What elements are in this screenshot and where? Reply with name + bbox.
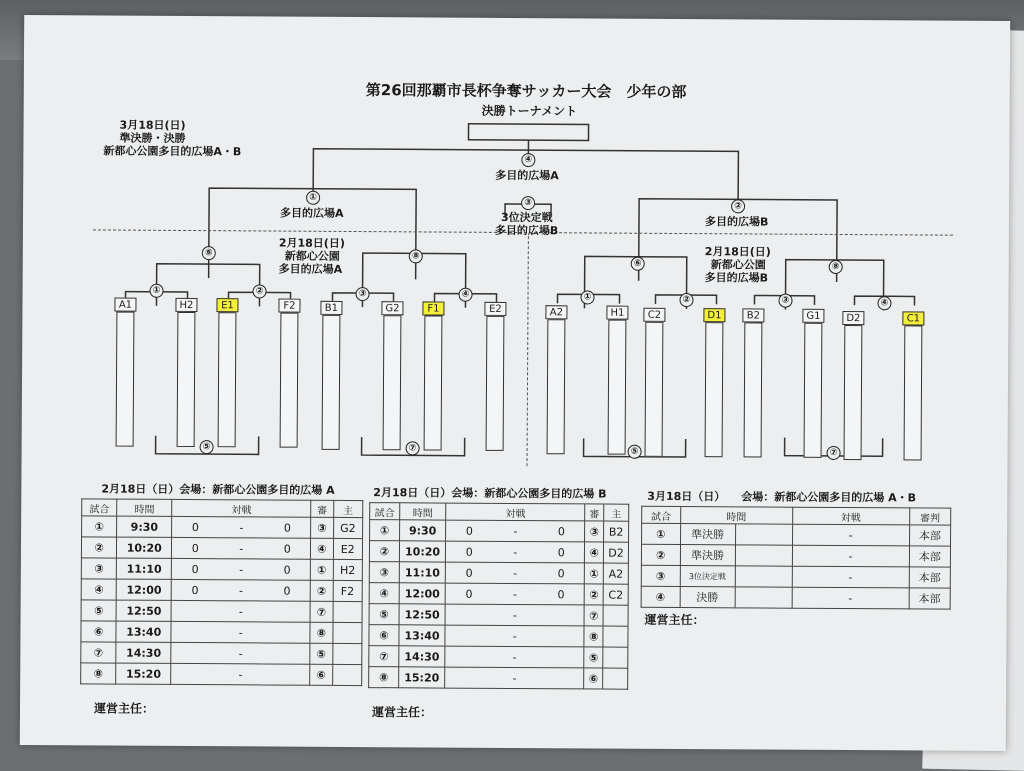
left-qf-number-2: ⑧ — [409, 249, 423, 263]
left-qf-number-1: ⑥ — [202, 246, 216, 260]
team-label: F2 — [278, 299, 300, 313]
match-number: ⑥ — [81, 621, 116, 642]
score-left — [171, 642, 218, 663]
referee-match: ④ — [311, 538, 333, 559]
main-referee-team — [603, 605, 628, 626]
score-right — [537, 668, 584, 689]
left-venue2: 多目的広場A — [279, 264, 343, 275]
left-r1-number-1: ① — [150, 284, 164, 298]
referee-match: ⑦ — [310, 601, 332, 622]
referee-match: ⑤ — [310, 643, 332, 664]
table-b-heading: 2月18日（日）会場：新都心公園多目的広場 B — [373, 487, 606, 499]
match-time: 10:20 — [117, 537, 172, 558]
match-number: ⑤ — [81, 600, 116, 621]
table-a-heading: 2月18日（日）会場：新都心公園多目的広場 A — [101, 483, 334, 495]
score-separator: - — [218, 580, 264, 601]
schedule-table-a — [80, 498, 363, 686]
score-left: 0 — [172, 558, 219, 579]
main-referee-team: D2 — [604, 542, 629, 563]
match-up: - — [792, 566, 909, 588]
table-row — [82, 516, 363, 539]
referee-match: ① — [311, 559, 333, 580]
referee-match: ③ — [585, 521, 604, 542]
score-right — [264, 643, 311, 664]
col-match: 試合 — [370, 503, 400, 520]
score-separator: - — [491, 667, 537, 688]
col-ref: 審 — [311, 500, 333, 517]
left-r1-number-4: ④ — [458, 288, 472, 302]
score-left — [445, 625, 492, 646]
team-label: H1 — [606, 306, 628, 320]
match-number: ⑤ — [369, 604, 399, 625]
score-left — [445, 646, 492, 667]
team-label: C2 — [643, 308, 665, 322]
referee-match: ③ — [311, 517, 333, 538]
referee-match: ④ — [585, 542, 604, 563]
col-time: 時間 — [117, 499, 172, 516]
match-time — [735, 545, 792, 566]
right-r1-number-4: ④ — [877, 296, 891, 310]
table-row — [81, 600, 362, 623]
match-time: 13:40 — [399, 625, 446, 646]
score-separator: - — [492, 562, 538, 583]
match-time — [735, 566, 792, 587]
match-time: 14:30 — [116, 642, 171, 663]
match-time: 11:10 — [399, 562, 446, 583]
match-number: ② — [81, 537, 116, 558]
match-number: ⑧ — [369, 667, 399, 688]
score-left: 0 — [172, 516, 219, 537]
team-label: H2 — [175, 298, 197, 312]
team-slot — [424, 315, 443, 450]
right-qf-number-2: ⑧ — [829, 260, 843, 274]
main-referee-team: H2 — [333, 559, 363, 580]
col-match-up: 対戦 — [446, 503, 585, 521]
main-referee-team — [332, 622, 362, 643]
main-referee-team — [332, 664, 362, 685]
match-time: 15:20 — [398, 667, 445, 688]
main-referee-team — [603, 626, 628, 647]
col-main: 主 — [333, 500, 363, 517]
referee: 本部 — [909, 567, 951, 588]
team-slot — [705, 322, 724, 457]
score-separator: - — [492, 520, 538, 541]
score-left — [171, 600, 218, 621]
score-separator: - — [218, 538, 264, 559]
col-time: 時間 — [400, 503, 447, 520]
score-separator: - — [218, 601, 264, 622]
table-row — [641, 544, 950, 567]
score-separator: - — [217, 664, 263, 685]
left-r1-number-3: ③ — [355, 287, 369, 301]
score-right — [263, 664, 310, 685]
third-place-venue: 多目的広場B — [495, 225, 558, 236]
col-match-up: 対戦 — [792, 507, 909, 525]
score-left: 0 — [446, 541, 493, 562]
referee-match: ⑦ — [584, 605, 603, 626]
right-consolation-number-2: ⑦ — [827, 446, 841, 460]
match-time: 14:30 — [399, 646, 446, 667]
score-left — [171, 621, 218, 642]
team-slot — [486, 316, 505, 451]
semi-a-number: ① — [306, 191, 320, 205]
score-left: 0 — [172, 537, 219, 558]
score-right: 0 — [538, 584, 585, 605]
score-right — [264, 622, 311, 643]
right-day: 2月18日(日) — [705, 246, 771, 257]
col-match-up: 対戦 — [172, 499, 311, 517]
team-slot — [177, 312, 196, 447]
main-referee-team: B2 — [604, 521, 629, 542]
table-a-signature: 運営主任： — [94, 699, 154, 716]
match-time: 12:50 — [399, 604, 446, 625]
col-ref: 審判 — [909, 508, 951, 525]
referee: 本部 — [909, 588, 951, 609]
document-title: 第26回那覇市長杯争奪サッカー大会 少年の部 — [366, 83, 687, 100]
score-separator: - — [492, 646, 538, 667]
match-number: ① — [82, 516, 117, 537]
match-number: ③ — [81, 558, 116, 579]
third-place-label: 3位決定戦 — [501, 212, 553, 223]
team-slot — [744, 322, 763, 457]
tournament-sheet — [20, 15, 1010, 751]
right-consolation-number-1: ⑤ — [628, 445, 642, 459]
match-number: ④ — [369, 583, 399, 604]
schedule-table-c — [641, 506, 952, 610]
team-label: B1 — [320, 301, 342, 315]
team-label: A2 — [545, 305, 567, 319]
referee-match: ⑧ — [584, 626, 603, 647]
document-subtitle: 決勝トーナメント — [482, 105, 578, 118]
referee: 本部 — [909, 525, 951, 546]
right-qf-number-1: ⑥ — [631, 257, 645, 271]
team-slot — [218, 312, 237, 447]
score-left — [171, 663, 218, 684]
team-slot — [116, 312, 135, 447]
match-number: ⑥ — [369, 625, 399, 646]
team-label: B2 — [742, 308, 764, 322]
score-separator: - — [492, 625, 538, 646]
team-slot — [904, 325, 923, 460]
semi-b-venue: 多目的広場B — [705, 216, 768, 227]
score-left — [445, 604, 492, 625]
main-referee-team: E2 — [333, 538, 363, 559]
score-left: 0 — [446, 562, 493, 583]
team-label: G2 — [381, 301, 403, 315]
final-venue-label: 多目的広場A — [495, 170, 559, 181]
score-left: 0 — [446, 520, 493, 541]
left-consolation-number-1: ⑤ — [200, 440, 214, 454]
match-number: ② — [369, 541, 399, 562]
referee-match: ⑥ — [310, 664, 332, 685]
referee-match: ① — [585, 563, 604, 584]
team-label: C1 — [902, 311, 924, 325]
score-right — [538, 647, 585, 668]
table-row — [641, 586, 950, 609]
match-number: ④ — [81, 579, 116, 600]
match-number: ③ — [641, 565, 680, 586]
match-number: ⑦ — [369, 646, 399, 667]
team-slot — [645, 322, 664, 457]
final-venue: 新都心公園多目的広場A・B — [103, 145, 241, 157]
table-row — [81, 621, 362, 644]
table-row — [369, 646, 628, 669]
table-row — [370, 520, 629, 543]
referee-match: ⑤ — [584, 647, 603, 668]
team-slot — [608, 320, 627, 455]
score-right: 0 — [538, 563, 585, 584]
referee: 本部 — [909, 546, 951, 567]
schedule-table-b — [368, 502, 629, 690]
main-referee-team — [333, 601, 363, 622]
score-left: 0 — [445, 583, 492, 604]
team-slot — [322, 315, 341, 450]
match-number: ④ — [641, 586, 680, 607]
team-label: G1 — [802, 309, 824, 323]
team-label: E1 — [216, 298, 238, 312]
table-row — [369, 604, 628, 627]
match-number: ③ — [369, 562, 399, 583]
score-separator: - — [492, 541, 538, 562]
score-separator: - — [492, 583, 538, 604]
right-venue1: 新都心公園 — [711, 259, 766, 270]
table-row — [81, 642, 362, 665]
team-slot — [804, 323, 823, 458]
main-referee-team: G2 — [333, 517, 363, 538]
main-referee-team: F2 — [333, 580, 363, 601]
match-time: 11:10 — [117, 558, 172, 579]
round-name: 決勝 — [680, 587, 735, 608]
match-number: ② — [641, 544, 680, 565]
main-referee-team: C2 — [603, 584, 628, 605]
match-time — [735, 587, 792, 608]
match-time: 15:20 — [116, 663, 171, 684]
referee-match: ⑧ — [310, 622, 332, 643]
col-time: 時間 — [680, 507, 792, 525]
team-label: A1 — [114, 298, 136, 312]
right-r1-number-2: ② — [679, 293, 693, 307]
score-right — [264, 601, 311, 622]
score-right: 0 — [264, 580, 311, 601]
team-label: F1 — [422, 301, 444, 315]
final-number: ④ — [521, 153, 535, 167]
left-r1-number-2: ② — [253, 284, 267, 298]
score-separator: - — [218, 517, 264, 538]
right-r1-number-1: ① — [580, 290, 594, 304]
table-row — [369, 583, 628, 606]
match-time: 10:20 — [399, 541, 446, 562]
round-name: 3位決定戦 — [680, 566, 735, 587]
referee-match: ② — [584, 584, 603, 605]
score-right: 0 — [264, 517, 311, 538]
match-time: 12:00 — [399, 583, 446, 604]
table-row — [369, 562, 628, 585]
col-match: 試合 — [82, 499, 117, 516]
score-separator: - — [218, 622, 264, 643]
match-number: ① — [370, 520, 400, 541]
score-right — [538, 605, 585, 626]
score-separator: - — [218, 559, 264, 580]
match-up: - — [792, 524, 909, 546]
left-venue1: 新都心公園 — [285, 251, 340, 262]
match-number: ⑦ — [81, 642, 116, 663]
score-right: 0 — [264, 538, 311, 559]
match-up: - — [792, 587, 909, 609]
match-time: 13:40 — [116, 621, 171, 642]
final-day: 3月18日(日) — [120, 120, 186, 131]
team-slot — [547, 319, 566, 454]
score-right: 0 — [538, 521, 585, 542]
col-main: 主 — [604, 504, 629, 521]
round-name: 準決勝 — [680, 545, 735, 566]
referee-match: ② — [310, 580, 332, 601]
score-separator: - — [492, 604, 538, 625]
score-right: 0 — [538, 542, 585, 563]
round-name: 準決勝 — [680, 524, 735, 545]
table-row — [81, 663, 362, 686]
table-row — [81, 537, 362, 560]
match-up: - — [792, 545, 909, 567]
right-venue2: 多目的広場B — [705, 272, 768, 283]
score-right: 0 — [264, 559, 311, 580]
team-slot — [383, 315, 402, 450]
table-row — [642, 523, 951, 546]
score-left — [445, 667, 492, 688]
table-row — [81, 579, 362, 602]
table-c-venue: 会場：新都心公園多目的広場 A・B — [741, 491, 916, 503]
left-consolation-number-2: ⑦ — [406, 441, 420, 455]
score-separator: - — [218, 643, 264, 664]
referee-match: ⑥ — [584, 668, 603, 689]
third-place-number: ③ — [521, 196, 535, 210]
match-time: 12:00 — [116, 579, 171, 600]
match-time: 9:30 — [117, 516, 172, 537]
table-b-signature: 運営主任： — [372, 703, 432, 720]
main-referee-team: A2 — [603, 563, 628, 584]
main-referee-team — [332, 643, 362, 664]
team-slot — [280, 313, 299, 448]
score-left: 0 — [171, 579, 218, 600]
left-day: 2月18日(日) — [279, 238, 345, 249]
match-number: ① — [642, 523, 681, 544]
team-label: D2 — [842, 311, 864, 325]
table-row — [641, 565, 950, 588]
team-slot — [844, 325, 863, 460]
match-number: ⑧ — [81, 663, 116, 684]
semi-b-number: ② — [731, 199, 745, 213]
match-time: 12:50 — [116, 600, 171, 621]
table-row — [369, 625, 628, 648]
right-r1-number-3: ③ — [778, 294, 792, 308]
table-row — [369, 541, 628, 564]
match-time: 9:30 — [399, 520, 446, 541]
col-match: 試合 — [642, 506, 681, 523]
semi-a-venue: 多目的広場A — [280, 208, 344, 219]
score-right — [538, 626, 585, 647]
table-c-date: 3月18日（日） — [647, 491, 725, 502]
table-c-signature: 運営主任： — [645, 611, 705, 628]
team-label: E2 — [484, 302, 506, 316]
main-referee-team — [603, 668, 628, 689]
match-time — [735, 524, 792, 545]
team-label: D1 — [703, 308, 725, 322]
table-row — [81, 558, 362, 581]
main-referee-team — [603, 647, 628, 668]
final-rounds: 準決勝・決勝 — [119, 133, 185, 144]
table-row — [369, 667, 628, 690]
col-ref: 審 — [585, 504, 604, 521]
